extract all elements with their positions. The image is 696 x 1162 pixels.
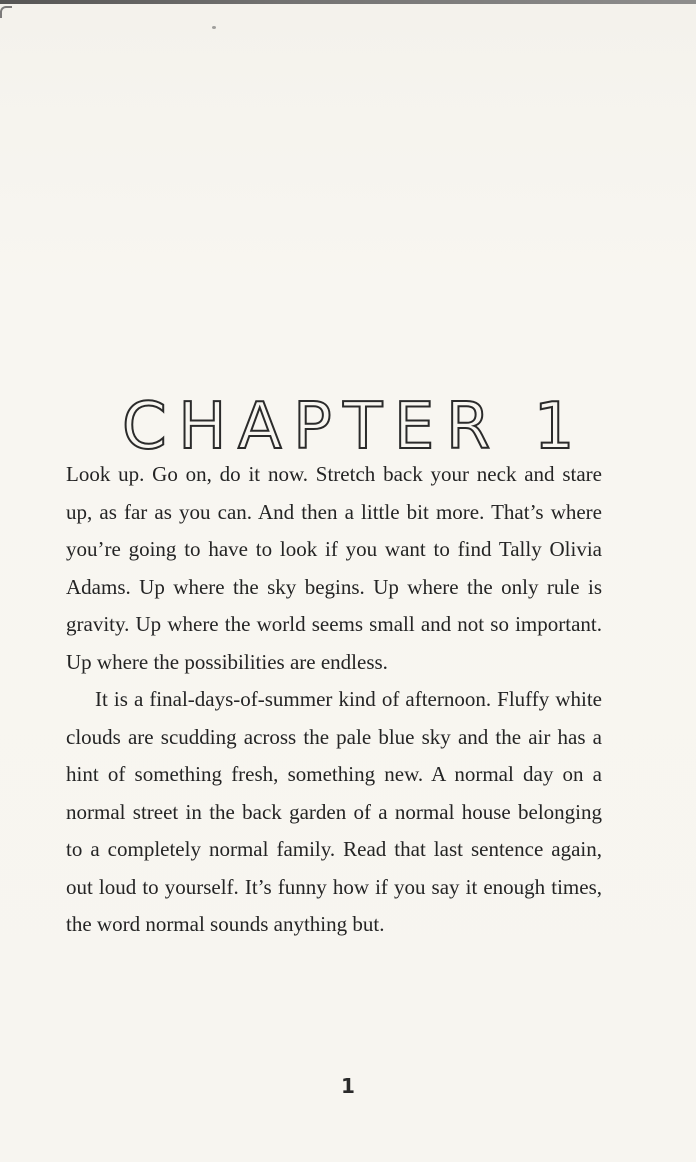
paragraph: It is a final-days-of-summer kind of afternoon. Fluffy white clouds are scudding across the pale blue sky and the air has a hint of something fresh, something new. A normal day on a normal street in the back garden of a normal house belonging to a completely normal family. Read that last sentence again, out loud to yourself. It’s funny how if you say it enough times, the word normal sounds anything but. [66,687,602,936]
corner-mark [0,6,12,18]
paragraph: Look up. Go on, do it now. Stretch back your neck and stare up, as far as you can. And then a little bit more. That’s where you’re going to have to look if you want to find Tally Olivia Adams. Up where the sky begins. Up where the only rule is gravity. Up where the world seems small and not so important. Up where the possibilities are endless. [66,462,602,674]
chapter-body [66,456,602,944]
page-number: 1 [341,1074,355,1098]
page-top-edge [0,0,696,4]
page-speck [212,26,216,29]
chapter-title: CHAPTER 1 [122,389,586,464]
